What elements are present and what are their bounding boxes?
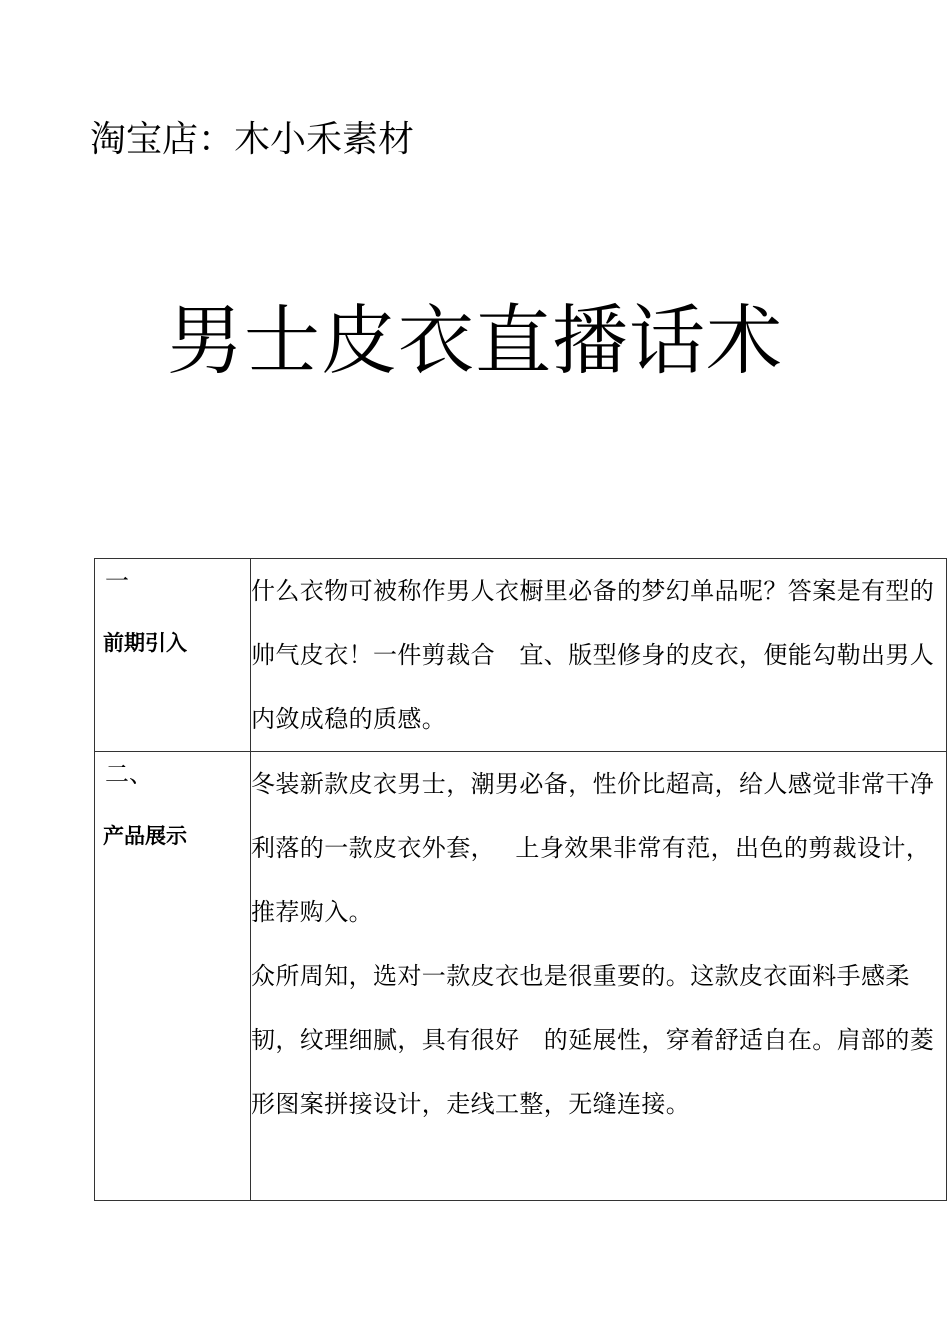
- section-paragraph: 什么衣物可被称作男人衣橱里必备的梦幻单品呢？答案是有型的帅气皮衣！一件剪裁合 宜、版型修身的皮衣，便能勾勒出男人内敛成稳的质感。: [251, 577, 935, 733]
- section-number: 二、: [105, 760, 153, 788]
- section-number: 一: [105, 567, 129, 595]
- shop-name: 淘宝店：木小禾素材: [90, 119, 415, 160]
- script-table: [94, 558, 947, 1201]
- section-paragraph: 冬装新款皮衣男士，潮男必备，性价比超高，给人感觉非常干净利落的一款皮衣外套， 上身效果非常有范，出色的剪裁设计，推荐购入。: [251, 770, 935, 926]
- section-content-cell: [251, 559, 947, 752]
- table-row: [95, 752, 947, 1201]
- section-label-cell: [95, 752, 251, 1201]
- table-row: [95, 559, 947, 752]
- section-paragraph: 众所周知，选对一款皮衣也是很重要的。这款皮衣面料手感柔韧，纹理细腻，具有很好 的延展性，穿着舒适自在。肩部的菱形图案拼接设计，走线工整，无缝连接。: [251, 962, 935, 1118]
- section-label: 前期引入: [103, 631, 187, 655]
- section-label-cell: [95, 559, 251, 752]
- section-content-cell: [251, 752, 947, 1201]
- section-label: 产品展示: [103, 824, 187, 848]
- page-title: 男士皮衣直播话术: [167, 296, 783, 385]
